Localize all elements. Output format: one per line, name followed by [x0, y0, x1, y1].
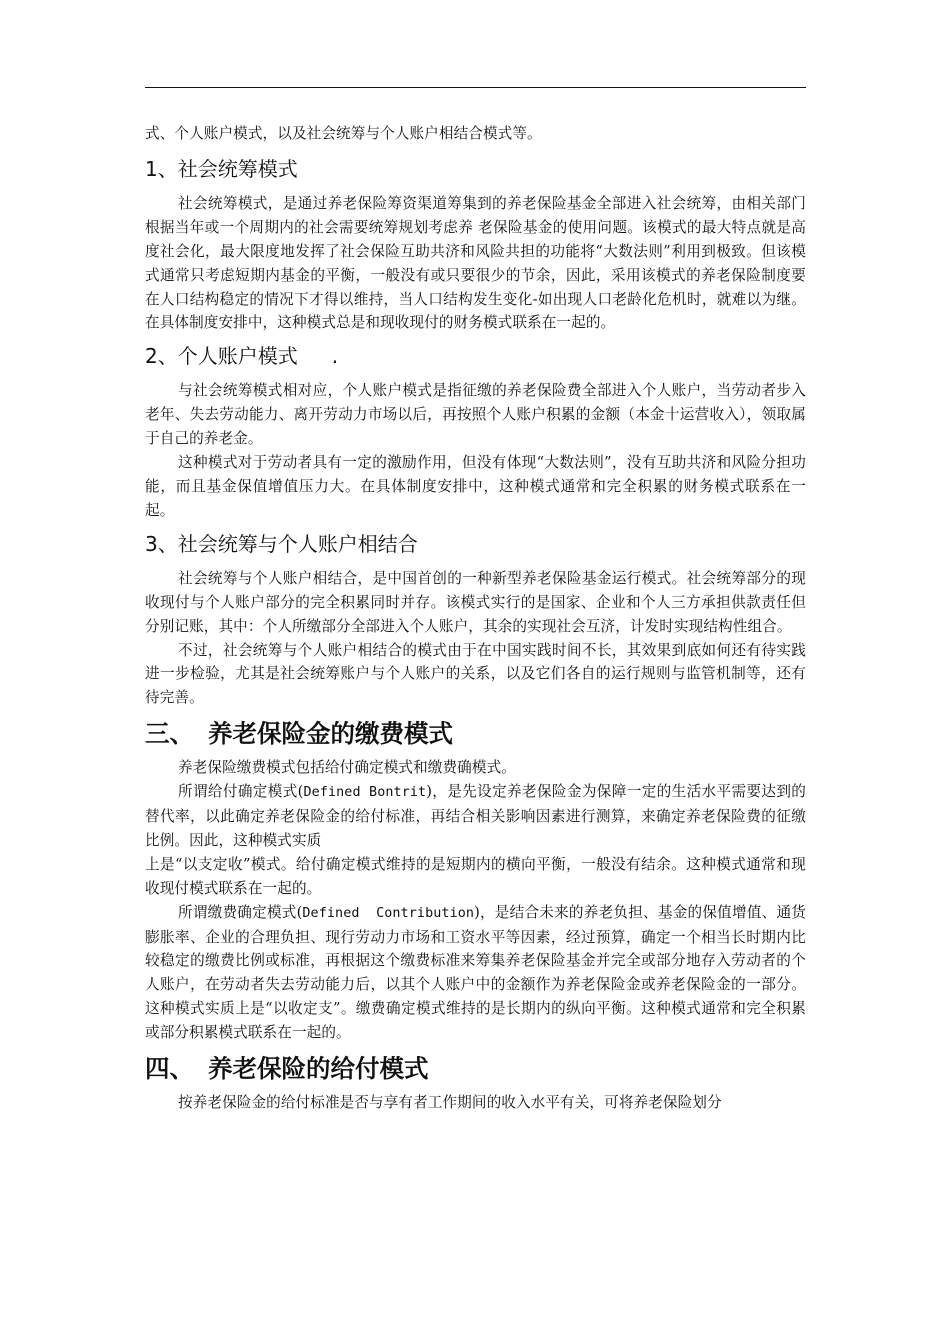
stray-mark: .	[331, 344, 339, 369]
paragraph: 按养老保险金的给付标准是否与享有者工作期间的收入水平有关，可将养老保险划分	[178, 1094, 722, 1112]
paragraph: 所谓缴费确定模式(Defined Contribution)，是结合未来的养老负担、基金的保值增值、通货膨胀率、企业的合理负担、现行劳动力市场和工资水平等因素，经过预算，确定一个相当长时期内比较稳定的缴费比例或标准，再根据这个缴费标准来筹集养老保险基金并完全或部分地存入劳动者的个人账户，在劳动者失去劳动能力后，以其个人账户中的金额作为养老保险金或养老保险金的一部分。这种模式实质上是“以收定支”。缴费确定模式维持的是长期内的纵向平衡。这种模式通常和完全积累或部分积累模式联系在一起的。	[145, 903, 806, 1042]
document-body	[145, 122, 806, 1115]
paragraph: 社会统筹模式，是通过养老保险筹资渠道筹集到的养老保险基金全部进入社会统筹，由相关部门根据当年或一个周期内的社会需要统筹规划考虑养 老保险基金的使用问题。该模式的最大特点就是高度社会化，最大限度地发挥了社会保险互助共济和风险共担的功能将“大数法则”利用到极致。但该模式通常只考虑短期内基金的平衡，一般没有或只要很少的节余，因此，采用该模式的养老保险制度要在人口结构稳定的情况下才得以维持，当人口结构发生变化-如出现人口老龄化危机时，就难以为继。在具体制度安排中，这种模式总是和现收现付的财务模式联系在一起的。	[145, 194, 806, 332]
section-heading-2: 2、个人账户模式 .	[145, 344, 339, 369]
paragraph: 所谓给付确定模式(Defined Bontrit)，是先设定养老保险金为保障一定的生活水平需要达到的替代率，以此确定养老保险金的给付标准，再结合相关影响因素进行测算，来确定养老保险费的征缴比例。因此，这种模式实质	[145, 783, 806, 849]
section-heading-1: 1、社会统筹模式	[145, 156, 298, 181]
paragraph: 这种模式对于劳动者具有一定的激励作用，但没有体现“大数法则”，没有互助共济和风险分担功能，而且基金保值增值压力大。在具体制度安排中，这种模式通常和完全积累的财务模式联系在一起。	[145, 454, 806, 519]
header-rule	[145, 87, 806, 88]
section-heading-3: 3、社会统筹与个人账户相结合	[145, 531, 418, 556]
paragraph: 不过，社会统筹与个人账户相结合的模式由于在中国实践时间不长，其效果到底如何还有待实践进一步检验，尤其是社会统筹账户与个人账户的关系，以及它们各自的运行规则与监管机制等，还有待完善。	[145, 641, 806, 707]
paragraph: 上是“以支定收”模式。给付确定模式维持的是短期内的横向平衡，一般没有结余。这种模式通常和现收现付模式联系在一起的。	[145, 855, 806, 897]
chapter-heading-4: 四、 养老保险的给付模式	[145, 1054, 429, 1084]
chapter-heading-3: 三、 养老保险金的缴费模式	[145, 719, 453, 749]
paragraph: 与社会统筹模式相对应，个人账户模式是指征缴的养老保险费全部进入个人账户，当劳动者步入老年、失去劳动能力、离开劳动力市场以后，再按照个人账户积累的金额（本金十运营收入），领取属于自己的养老金。	[145, 382, 806, 448]
lead-paragraph: 式、个人账户模式，以及社会统筹与个人账户相结合模式等。	[145, 125, 542, 142]
paragraph: 社会统筹与个人账户相结合，是中国首创的一种新型养老保险基金运行模式。社会统筹部分的现收现付与个人账户部分的完全积累同时并存。该模式实行的是国家、企业和个人三方承担供款责任但分别记账，其中：个人所缴部分全部进入个人账户，其余的实现社会互济，计发时实现结构性组合。	[145, 569, 806, 635]
paragraph: 养老保险缴费模式包括给付确定模式和缴费确模式。	[178, 759, 516, 777]
